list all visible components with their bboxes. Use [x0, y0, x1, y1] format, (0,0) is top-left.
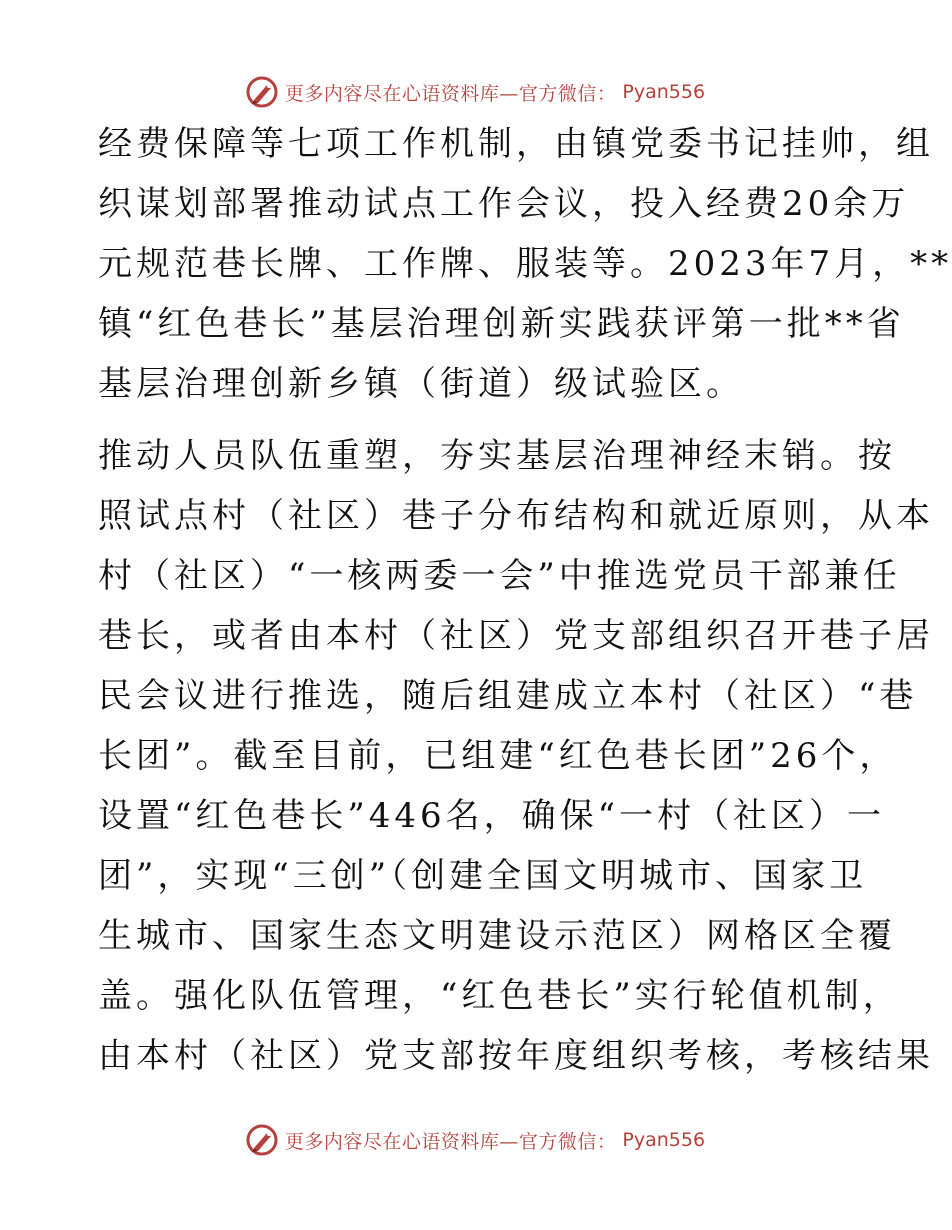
document-body: [98, 124, 952, 1096]
text-line: 经费保障等七项工作机制，由镇党委书记挂帅，组: [98, 124, 934, 164]
text-line: 基层治理创新乡镇（街道）级试验区。: [98, 364, 744, 404]
banner-text: 更多内容尽在心语资料库—官方微信：: [284, 82, 617, 105]
text-line: 推动人员队伍重塑，夯实基层治理神经末销。按: [98, 436, 896, 476]
text-line: 织谋划部署推动试点工作会议，投入经费20余万: [98, 184, 910, 224]
header-watermark-banner: [0, 72, 950, 112]
text-line: 由本村（社区）党支部按年度组织考核，考核结果: [98, 1036, 934, 1076]
pen-logo-icon: [245, 75, 279, 109]
text-line: 照试点村（社区）巷子分布结构和就近原则，从本: [98, 496, 934, 536]
text-line: 镇“红色巷长”基层治理创新实践获评第一批**省: [98, 304, 905, 344]
banner-wechat-id: Pyan556: [622, 1129, 706, 1151]
paragraph-1: [98, 124, 952, 424]
text-line: 生城市、国家生态文明建设示范区）网格区全覆: [98, 916, 896, 956]
text-line: 盖。强化队伍管理，“红色巷长”实行轮值机制，: [98, 976, 901, 1016]
text-line: 团”，实现“三创”（创建全国文明城市、国家卫: [98, 856, 868, 896]
banner-text: 更多内容尽在心语资料库—官方微信：: [284, 1130, 617, 1153]
banner-wechat-id: Pyan556: [622, 81, 706, 103]
text-line: 民会议进行推选，随后组建成立本村（社区）“巷: [98, 676, 918, 716]
text-line: 巷长，或者由本村（社区）党支部组织召开巷子居: [98, 616, 934, 656]
paragraph-gap: [98, 424, 858, 436]
text-line: 设置“红色巷长”446名，确保“一村（社区）一: [98, 796, 886, 836]
text-line: 元规范巷长牌、工作牌、服装等。2023年7月，**: [98, 244, 952, 284]
footer-watermark-banner: [0, 1120, 950, 1160]
pen-logo-icon: [245, 1123, 279, 1157]
text-line: 长团”。截至目前，已组建“红色巷长团”26个，: [98, 736, 898, 776]
paragraph-2: [98, 436, 934, 1096]
text-line: 村（社区）“一核两委一会”中推选党员干部兼任: [98, 556, 901, 596]
